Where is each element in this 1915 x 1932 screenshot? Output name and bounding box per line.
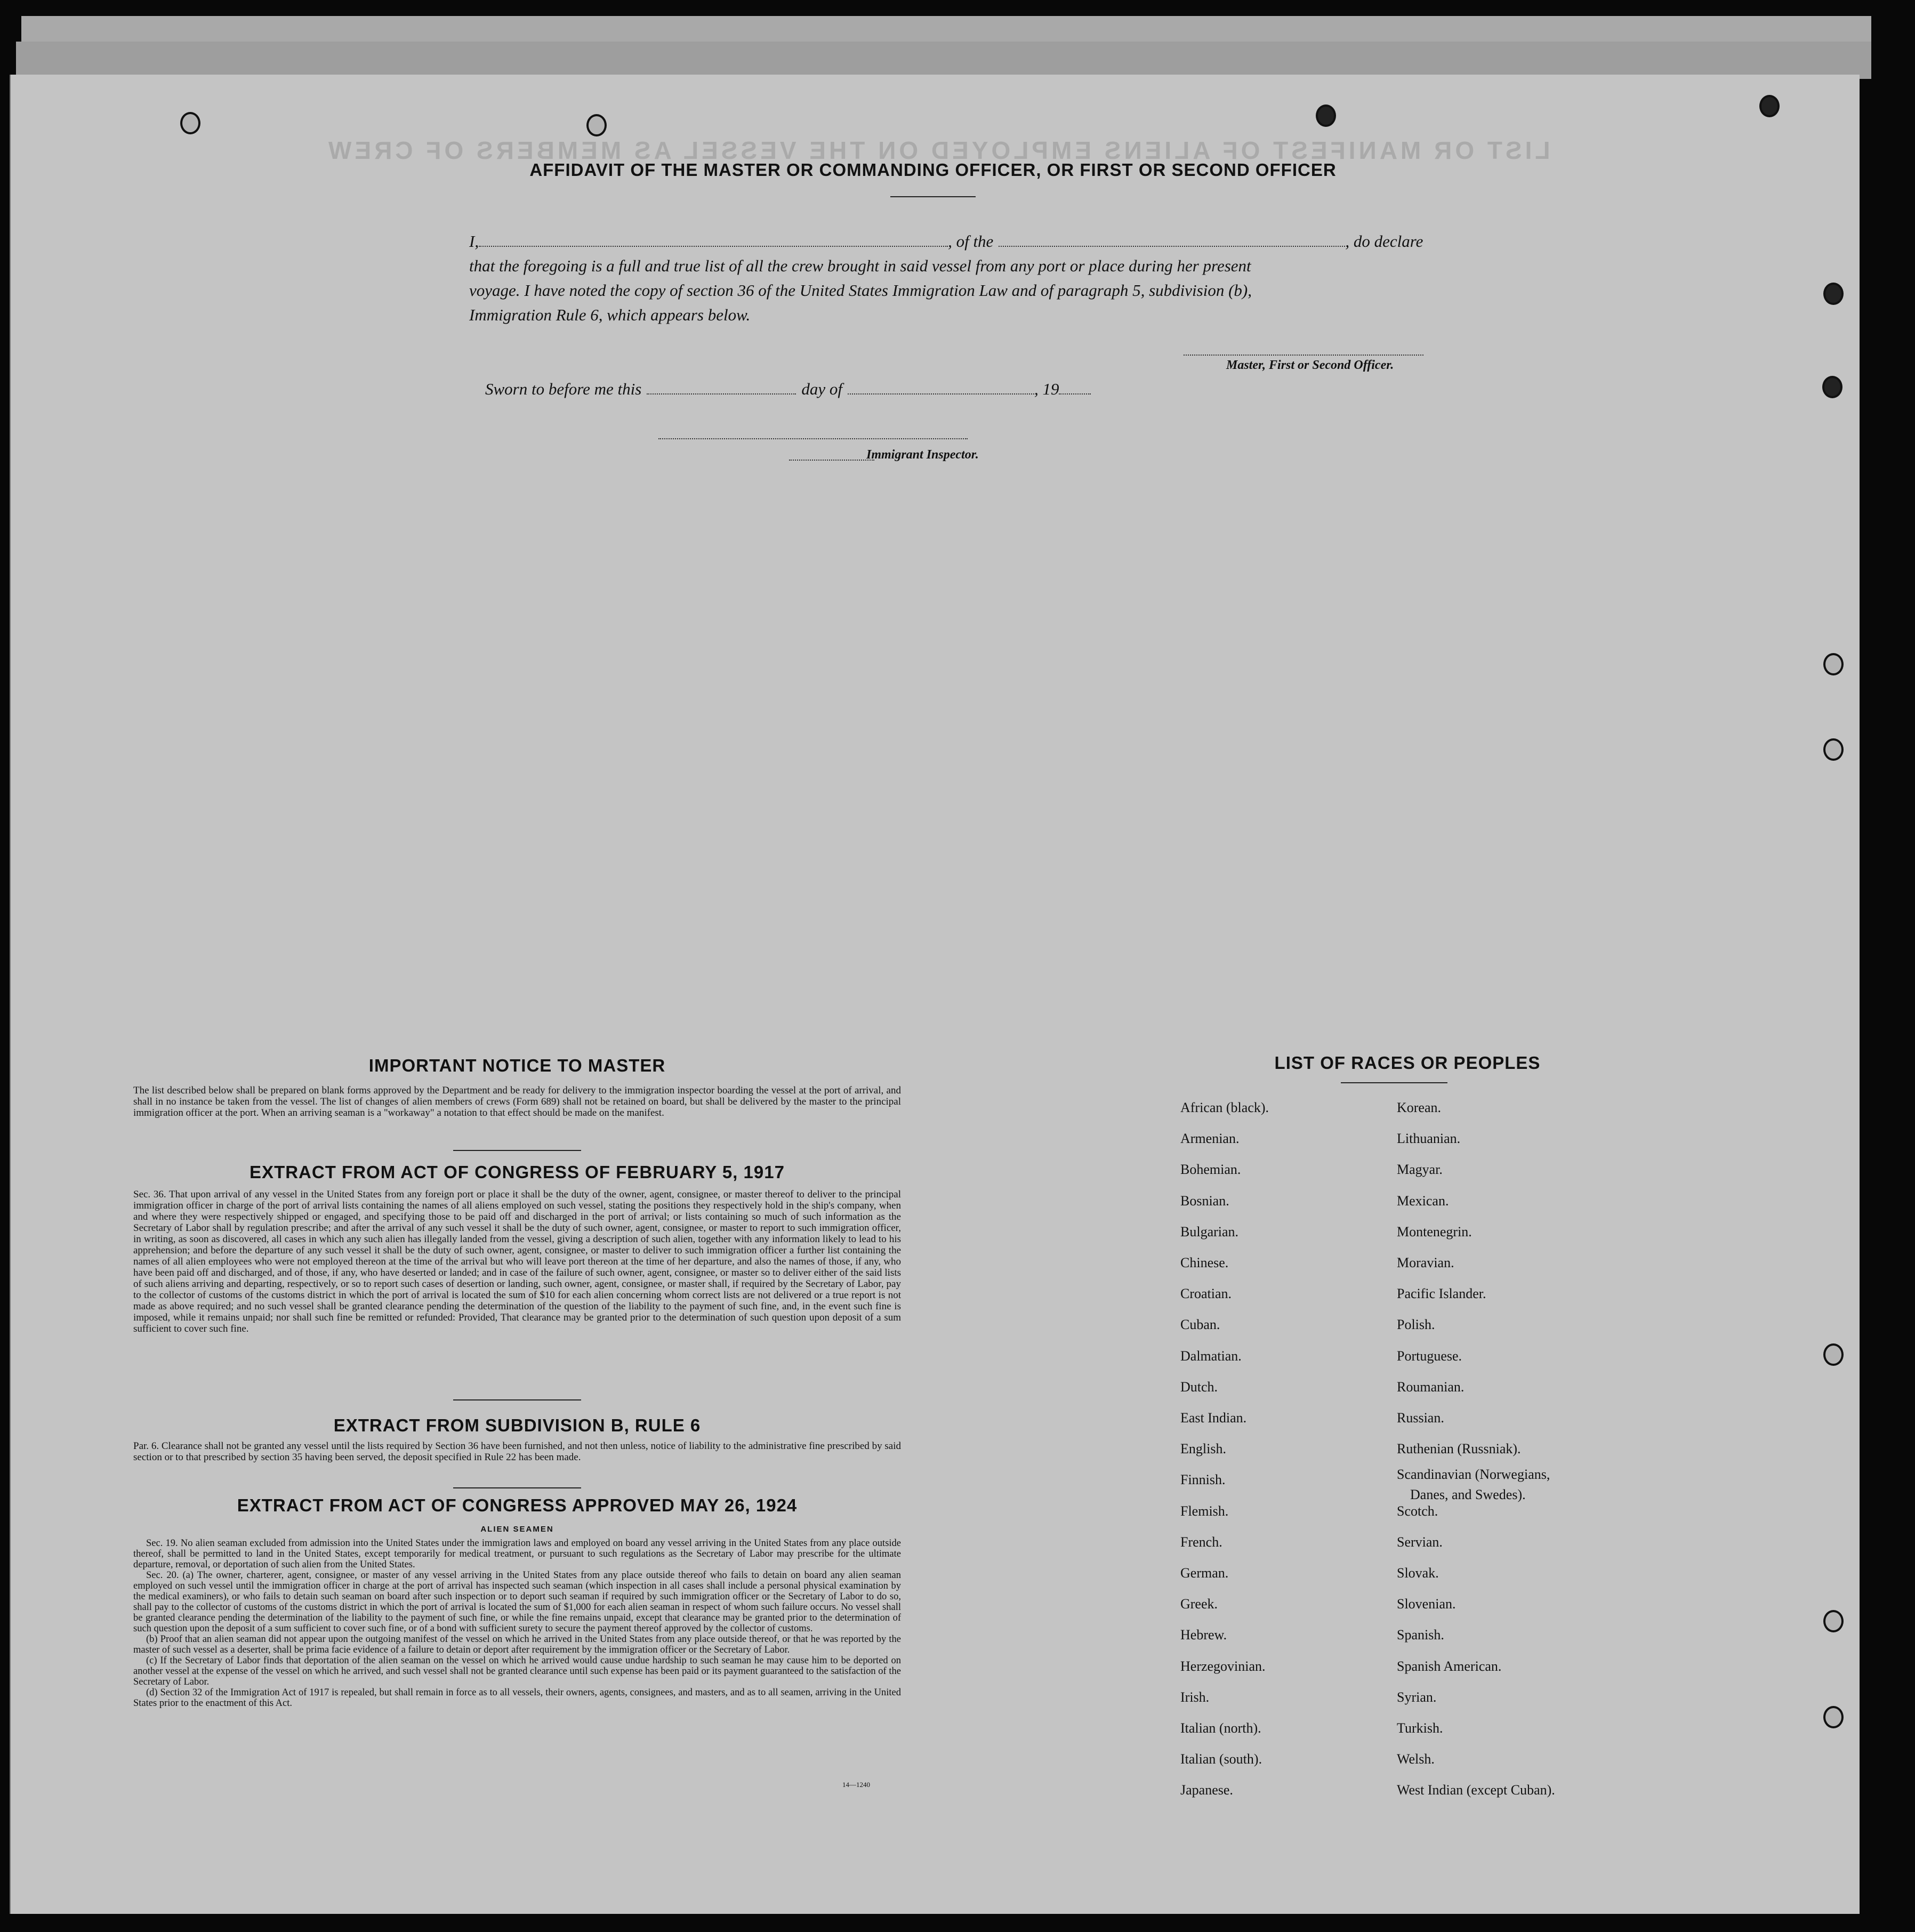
- sec-20a: Sec. 20. (a) The owner, charterer, agent, consignee, or master of any vessel arriving in the United States from any place outside thereof who fails to detain on board any alien seaman employed on such vessel until the immigration officer in charge at the port of arrival has inspected such seaman (which inspection in all cases shall include a personal physical examination by the medical examiners), or who fails to detain such seaman on board after such inspection or to deport such seaman if required by such immigration officer or the Secretary of Labor to do so, shall pay to the collector of customs of the customs district in which the port of arrival is located the sum of $1,000 for each alien seaman in respect of whom such failure occurs. No vessel shall be granted clearance pending the determination of the liability to the payment of such fine, or while the fine remains unpaid, except that clearance may be granted prior to the determination of such question upon the deposit of a sum sufficient to cover such fine, or of a bond with sufficient surety to secure the payment thereof approved by the collector of customs.: [133, 1570, 901, 1634]
- divider: [890, 196, 976, 197]
- race-item: Spanish.: [1397, 1627, 1444, 1643]
- race-item: Ruthenian (Russniak).: [1397, 1441, 1521, 1457]
- race-item: Slovenian.: [1397, 1596, 1456, 1612]
- race-item: Bulgarian.: [1180, 1223, 1239, 1239]
- notice-body: The list described below shall be prepared on blank forms approved by the Department and be ready for delivery to the immigration inspector boarding the vessel at the port of arrival, and shall in no instance be taken from the vessel. The list of changes of alien members of crews (Form 689) shall not be retained on board, but shall be delivered by the master to the principal immigration officer at the port. When an arriving seaman is a "workaway" a notation to that effect should be made on the manifest.: [133, 1085, 901, 1118]
- race-item: Scotch.: [1397, 1503, 1438, 1519]
- form-number: 14—1240: [842, 1781, 870, 1789]
- affidavit-body: [469, 229, 1482, 327]
- sworn-month-field[interactable]: [848, 393, 1034, 395]
- punch-hole: [1823, 1343, 1844, 1366]
- race-item: Scandinavian (Norwegians,: [1397, 1467, 1550, 1483]
- divider: [453, 1399, 581, 1400]
- race-item: Cuban.: [1180, 1317, 1220, 1333]
- race-item: Slovak.: [1397, 1565, 1439, 1581]
- inspector-signature-line[interactable]: [658, 438, 968, 439]
- punch-hole: [1823, 283, 1844, 305]
- race-item: Armenian.: [1180, 1131, 1240, 1147]
- notice-title: IMPORTANT NOTICE TO MASTER: [368, 1056, 666, 1075]
- race-item: Dalmatian.: [1180, 1348, 1242, 1364]
- divider: [453, 1150, 581, 1151]
- race-item: English.: [1180, 1441, 1226, 1457]
- sworn-day-field[interactable]: [647, 393, 796, 395]
- extract-1917-body: Sec. 36. That upon arrival of any vessel in the United States from any foreign port or place it shall be the duty of the owner, agent, consignee, or master thereof to deliver to the principal immigration officer in charge of the port of arrival lists containing the names of all aliens employed on such vessel, stating the positions they respectively hold in the ship's company, when and where they were respectively shipped or engaged, and specifying those to be paid off and discharged in the port of arrival; or lists containing so much of such information as the Secretary of Labor shall by regulation prescribe; and after the arrival of any such vessel it shall be the duty of such owner, agent, consignee, or master to report to such immigration officer, in writing, as soon as discovered, all cases in which any such alien has illegally landed from the vessel, giving a description of such alien, together with any information likely to lead to his apprehension; and before the departure of any such vessel it shall be the duty of such owner, agent, consignee, or master to deliver to such immigration officer a further list containing the names of all alien employees who were not employed thereon at the time of the arrival but who will leave port thereon at the time of her departure, and also the names of those, if any, who have been paid off and discharged, and of those, if any, who have deserted or landed; and in case of the failure of such owner, agent, consignee, or master so to deliver either of the said lists of such aliens arriving and departing, respectively, or so to report such cases of desertion or landing, such owner, agent, consignee, or master shall, if required by the Secretary of Labor, pay to the collector of customs of the customs district in which the port of arrival is located the sum of $10 for each alien concerning whom correct lists are not delivered or a true report is not made as above required; and no such vessel shall be granted clearance pending the determination of the question of the liability to the payment of such fine, and, in the event such fine is imposed, while it remains unpaid; nor shall such fine be remitted or refunded: Provided, That clearance may be granted prior to the determination of such question upon deposit of a sum sufficient to cover such fine.: [133, 1189, 901, 1334]
- race-item: Chinese.: [1180, 1255, 1229, 1270]
- sec-20c: (c) If the Secretary of Labor finds that deportation of the alien seaman on the vessel on which he arrived would cause undue hardship to such seaman he may cause him to be deported on another vessel at the expense of the vessel on which he arrived, and such vessel shall not be granted clearance until such expense has been paid or its payment guaranteed to the satisfaction of the Secretary of Labor.: [133, 1655, 901, 1687]
- affidavit-declaration-line: [469, 229, 1482, 254]
- extract-rule6-body: Par. 6. Clearance shall not be granted any vessel until the lists required by Section 36 have been furnished, and not then unless, notice of liability to the administrative fine prescribed by said section or to that prescribed by section 35 having been served, the deposit specified in Rule 22 has been made.: [133, 1440, 901, 1463]
- sworn-year-field[interactable]: [1059, 393, 1091, 395]
- sec-20b: (b) Proof that an alien seaman did not appear upon the outgoing manifest of the vessel on which he arrived in the United States from any place outside thereof, or that he was reported by the master of such vessel as a deserter, shall be prima facie evidence of a failure to detain or deport after requirement by the immigration officer or the Secretary of Labor.: [133, 1634, 901, 1655]
- punch-hole: [1823, 1610, 1844, 1632]
- race-item: Hebrew.: [1180, 1627, 1227, 1643]
- day-of-label: day of: [801, 380, 842, 398]
- extract-rule6-title: EXTRACT FROM SUBDIVISION B, RULE 6: [333, 1415, 701, 1435]
- affidavit-line-3: Immigration Rule 6, which appears below.: [469, 305, 751, 324]
- race-item: Italian (south).: [1180, 1751, 1262, 1767]
- divider: [1341, 1082, 1447, 1083]
- affidavit-line-1: that the foregoing is a full and true list of all the crew brought in said vessel from any port or place during her present: [469, 256, 1251, 275]
- race-item: Montenegrin.: [1397, 1223, 1472, 1239]
- punch-hole: [1822, 376, 1842, 398]
- punch-hole: [1823, 653, 1844, 675]
- race-item: Japanese.: [1180, 1782, 1233, 1798]
- race-item: Korean.: [1397, 1100, 1442, 1115]
- race-item: West Indian (except Cuban).: [1397, 1782, 1555, 1798]
- sec-19: Sec. 19. No alien seaman excluded from admission into the United States under the immigration laws and employed on board any vessel arriving in the United States from any place outside thereof, shall be permitted to land in the United States, except temporarily for medical treatment, or pursuant to such regulations as the Secretary of Labor may prescribe for the ultimate departure, removal, or deportation of such alien from the United States.: [133, 1538, 901, 1570]
- punch-hole: [586, 114, 607, 136]
- sworn-line: [485, 380, 1091, 399]
- race-item: Italian (north).: [1180, 1720, 1261, 1736]
- master-signature-line[interactable]: [1184, 355, 1423, 356]
- race-item: German.: [1180, 1565, 1229, 1581]
- punch-hole: [1316, 104, 1336, 127]
- extract-1924-body: [133, 1538, 901, 1709]
- race-item: Syrian.: [1397, 1689, 1437, 1705]
- race-item: East Indian.: [1180, 1410, 1247, 1426]
- race-item: Herzegovinian.: [1180, 1658, 1266, 1674]
- race-item: Greek.: [1180, 1596, 1218, 1612]
- race-item: Bosnian.: [1180, 1193, 1229, 1209]
- race-item: Finnish.: [1180, 1472, 1226, 1488]
- do-declare-label: , do declare: [1345, 232, 1423, 251]
- race-item: Magyar.: [1397, 1162, 1443, 1178]
- affidavit-line-2: voyage. I have noted the copy of section 36 of the United States Immigration Law and of paragraph 5, subdivision (b),: [469, 281, 1252, 300]
- extract-1924-title: EXTRACT FROM ACT OF CONGRESS APPROVED MAY 26, 1924: [237, 1495, 798, 1515]
- inspector-label: Immigrant Inspector.: [866, 448, 979, 462]
- punch-hole: [1823, 738, 1844, 761]
- sec-20d: (d) Section 32 of the Immigration Act of 1917 is repealed, but shall remain in force as to all vessels, their owners, agents, consignees, and masters, and as to all seamen, arriving in the United States prior to the enactment of this Act.: [133, 1687, 901, 1709]
- affidavit-title: AFFIDAVIT OF THE MASTER OR COMMANDING OFFICER, OR FIRST OR SECOND OFFICER: [529, 160, 1337, 180]
- race-item: Lithuanian.: [1397, 1131, 1461, 1147]
- race-item: Spanish American.: [1397, 1658, 1502, 1674]
- races-title: LIST OF RACES OR PEOPLES: [1274, 1053, 1541, 1073]
- race-item: Flemish.: [1180, 1503, 1229, 1519]
- year-label: , 19: [1034, 380, 1059, 398]
- race-item: Portuguese.: [1397, 1348, 1462, 1364]
- name-field[interactable]: [479, 246, 948, 247]
- i-label: I,: [469, 232, 479, 251]
- race-item: African (black).: [1180, 1100, 1269, 1115]
- race-item: French.: [1180, 1534, 1222, 1550]
- race-item: Servian.: [1397, 1534, 1443, 1550]
- document-page: [10, 75, 1860, 1914]
- sworn-label: Sworn to before me this: [485, 380, 642, 398]
- divider: [453, 1487, 581, 1488]
- race-item: Bohemian.: [1180, 1162, 1241, 1178]
- extract-1917-title: EXTRACT FROM ACT OF CONGRESS OF FEBRUARY 5, 1917: [250, 1162, 785, 1182]
- race-item: Pacific Islander.: [1397, 1286, 1486, 1302]
- race-item: Polish.: [1397, 1317, 1435, 1333]
- race-item: Irish.: [1180, 1689, 1210, 1705]
- race-item: Turkish.: [1397, 1720, 1443, 1736]
- punch-hole: [180, 112, 200, 134]
- race-item: Mexican.: [1397, 1193, 1449, 1209]
- race-item: Dutch.: [1180, 1379, 1218, 1395]
- of-the-label: , of the: [948, 232, 994, 251]
- position-field[interactable]: [999, 246, 1345, 247]
- alien-seamen-subtitle: ALIEN SEAMEN: [480, 1525, 554, 1534]
- race-item: Russian.: [1397, 1410, 1444, 1426]
- race-item: Danes, and Swedes).: [1410, 1487, 1526, 1503]
- race-item: Croatian.: [1180, 1286, 1232, 1302]
- punch-hole: [1823, 1706, 1844, 1728]
- inspector-short-line: [789, 460, 874, 461]
- punch-hole: [1759, 95, 1780, 117]
- back-sheet-edge-2: [16, 42, 1871, 79]
- race-item: Moravian.: [1397, 1255, 1454, 1270]
- race-item: Welsh.: [1397, 1751, 1435, 1767]
- bleed-through-title: LIST OR MANIFEST OF ALIENS EMPLOYED ON THE VESSEL AS MEMBERS OF CREW: [325, 136, 1550, 164]
- race-item: Roumanian.: [1397, 1379, 1465, 1395]
- master-signature-label: Master, First or Second Officer.: [1226, 358, 1394, 372]
